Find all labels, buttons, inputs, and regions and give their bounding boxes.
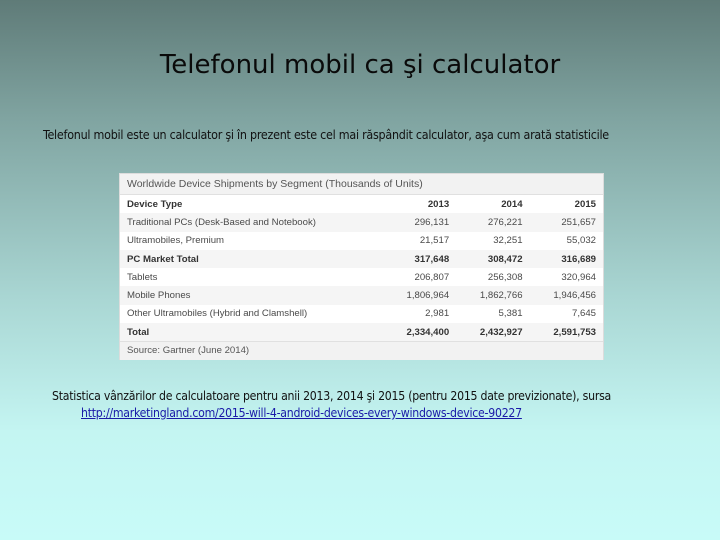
cell-2014: 1,862,766 bbox=[456, 286, 529, 304]
cell-2015: 320,964 bbox=[561, 271, 596, 283]
cell-2015: 316,689 bbox=[530, 250, 603, 268]
table-row bbox=[120, 250, 603, 268]
slide-title: Telefonul mobil ca şi calculator bbox=[159, 50, 561, 80]
cell-2014: 308,472 bbox=[456, 250, 529, 268]
cell-2014: 2,432,927 bbox=[456, 323, 529, 341]
source-link[interactable]: http://marketingland.com/2015-will-4-android-devices-every-windows-device-90227 bbox=[81, 406, 522, 420]
intro-text: Telefonul mobil este un calculator şi în prezent este cel mai răspândit calculator, aşa cum arată statisticile bbox=[43, 127, 609, 142]
row-label: Total bbox=[120, 323, 383, 341]
row-label: Other Ultramobiles (Hybrid and Clamshell) bbox=[127, 308, 308, 320]
cell-2013: 206,807 bbox=[414, 271, 450, 283]
cell-2013: 2,981 bbox=[425, 308, 450, 320]
table-row bbox=[120, 323, 603, 341]
cell-2014: 276,221 bbox=[456, 213, 529, 231]
cell-2013: 2,334,400 bbox=[383, 323, 456, 341]
cell-2015: 251,657 bbox=[530, 213, 603, 231]
table-row bbox=[120, 213, 603, 231]
cell-2014: 256,308 bbox=[487, 271, 523, 283]
cell-2013: 296,131 bbox=[383, 213, 456, 231]
cell-2014: 32,251 bbox=[493, 235, 523, 247]
table-header-row bbox=[120, 195, 603, 213]
cell-2013: 317,648 bbox=[383, 250, 456, 268]
table-source: Source: Gartner (June 2014) bbox=[120, 341, 603, 360]
cell-2015: 2,591,753 bbox=[530, 323, 603, 341]
header-device-type: Device Type bbox=[127, 198, 183, 210]
cell-2015: 55,032 bbox=[566, 235, 596, 247]
row-label: Mobile Phones bbox=[120, 286, 383, 304]
table-row bbox=[120, 286, 603, 304]
row-label: Tablets bbox=[127, 271, 158, 283]
cell-2015: 7,645 bbox=[571, 308, 596, 320]
table-row bbox=[120, 305, 603, 323]
table-title: Worldwide Device Shipments by Segment (Thousands of Units) bbox=[120, 174, 603, 195]
row-label: Traditional PCs (Desk-Based and Notebook) bbox=[120, 213, 383, 231]
table-row bbox=[120, 268, 603, 286]
header-2014: 2014 bbox=[501, 198, 523, 210]
caption bbox=[52, 388, 712, 422]
caption-text: Statistica vânzărilor de calculatoare pentru anii 2013, 2014 şi 2015 (pentru 2015 date previzionate), sursa bbox=[52, 389, 611, 403]
row-label: PC Market Total bbox=[120, 250, 383, 268]
header-2015: 2015 bbox=[574, 198, 596, 210]
cell-2015: 1,946,456 bbox=[530, 286, 603, 304]
header-2013: 2013 bbox=[427, 198, 450, 210]
cell-2013: 21,517 bbox=[419, 235, 450, 247]
row-label: Ultramobiles, Premium bbox=[127, 235, 225, 247]
cell-2014: 5,381 bbox=[498, 308, 523, 320]
data-table bbox=[120, 195, 603, 341]
cell-2013: 1,806,964 bbox=[383, 286, 456, 304]
shipments-table bbox=[119, 173, 604, 360]
table-row bbox=[120, 232, 603, 250]
